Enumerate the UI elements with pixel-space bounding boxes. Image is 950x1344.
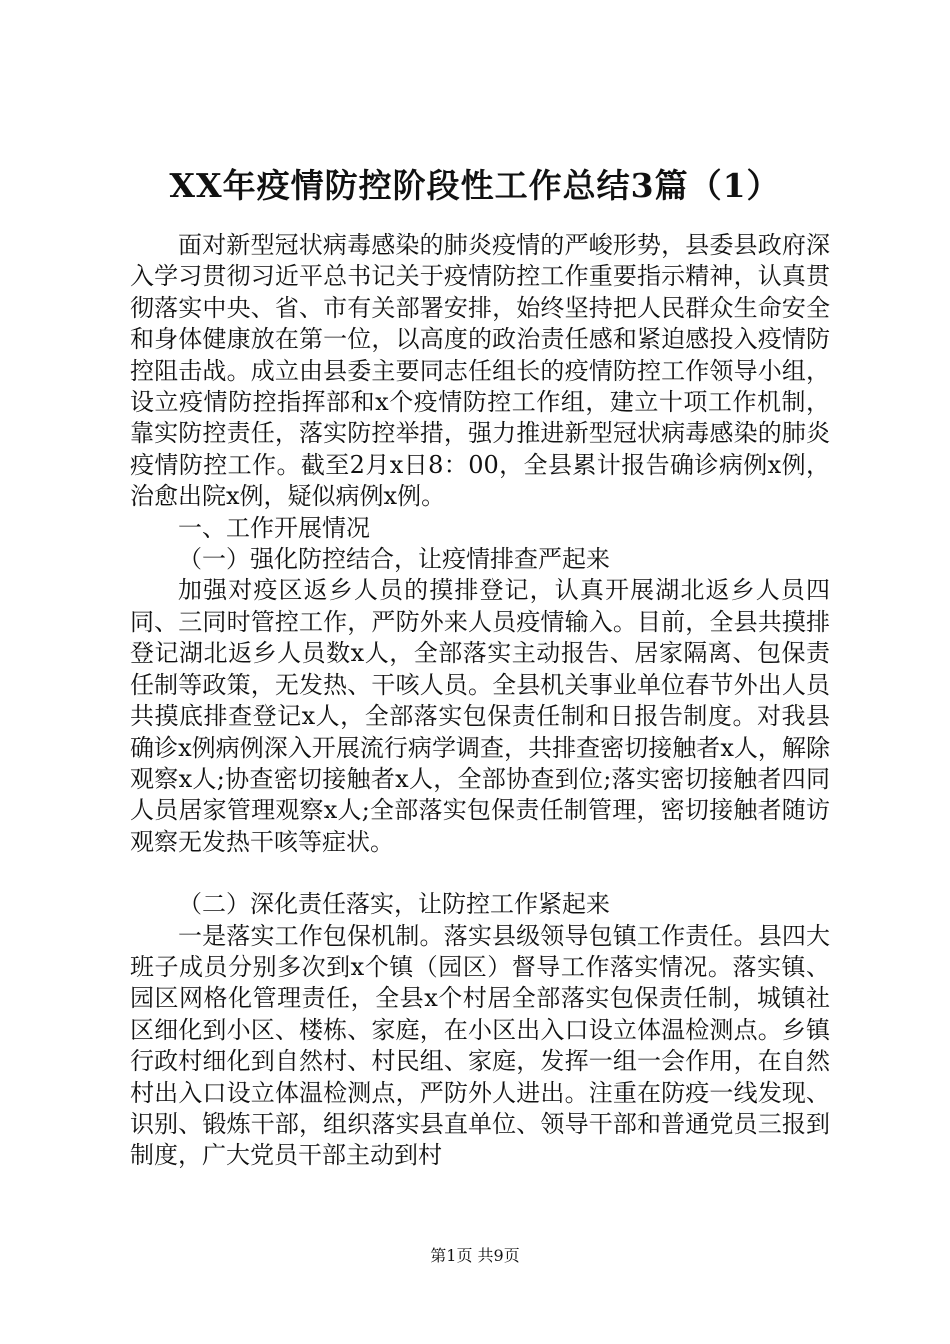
subsection-heading: （一）强化防控结合，让疫情排查严起来 bbox=[178, 545, 610, 574]
subsection-heading: （二）深化责任落实，让防控工作紧起来 bbox=[178, 890, 610, 919]
page-number-footer: 第1页 共9页 bbox=[430, 1246, 520, 1265]
section-heading: 一、工作开展情况 bbox=[178, 513, 370, 542]
document-body bbox=[130, 230, 830, 1172]
body-paragraph: 加强对疫区返乡人员的摸排登记，认真开展湖北返乡人员四同、三同时管控工作，严防外来人员疫情输入。目前，全县共摸排登记湖北返乡人员数x人，全部落实主动报告、居家隔离、包保责任制等政策，无发热、干咳人员。全县机关事业单位春节外出人员共摸底排查登记x人，全部落实包保责任制和日报告制度。对我县确诊x例病例深入开展流行病学调查，共排查密切接触者x人，解除观察x人;协查密切接触者x人，全部协查到位;落实密切接触者四同人员居家管理观察x人;全部落实包保责任制管理，密切接触者随访观察无发热干咳等症状。 bbox=[130, 576, 830, 856]
body-paragraph: 一是落实工作包保机制。落实县级领导包镇工作责任。县四大班子成员分别多次到x个镇（园区）督导工作落实情况。落实镇、园区网格化管理责任，全县x个村居全部落实包保责任制，城镇社区细化到小区、楼栋、家庭，在小区出入口设立体温检测点。乡镇行政村细化到自然村、村民组、家庭，发挥一组一会作用，在自然村出入口设立体温检测点，严防外人进出。注重在防疫一线发现、识别、锻炼干部，组织落实县直单位、领导干部和普通党员三报到制度，广大党员干部主动到村 bbox=[130, 921, 830, 1170]
intro-paragraph: 面对新型冠状病毒感染的肺炎疫情的严峻形势，县委县政府深入学习贯彻习近平总书记关于疫情防控工作重要指示精神，认真贯彻落实中央、省、市有关部署安排，始终坚持把人民群众生命安全和身体健康放在第一位，以高度的政治责任感和紧迫感投入疫情防控阻击战。成立由县委主要同志任组长的疫情防控工作领导小组，设立疫情防控指挥部和x个疫情防控工作组，建立十项工作机制，靠实防控责任，落实防控举措，强力推进新型冠状病毒感染的肺炎疫情防控工作。截至2月x日8：00，全县累计报告确诊病例x例，治愈出院x例，疑似病例x例。 bbox=[130, 231, 830, 511]
document-title: XX年疫情防控阶段性工作总结3篇（1） bbox=[169, 166, 781, 205]
